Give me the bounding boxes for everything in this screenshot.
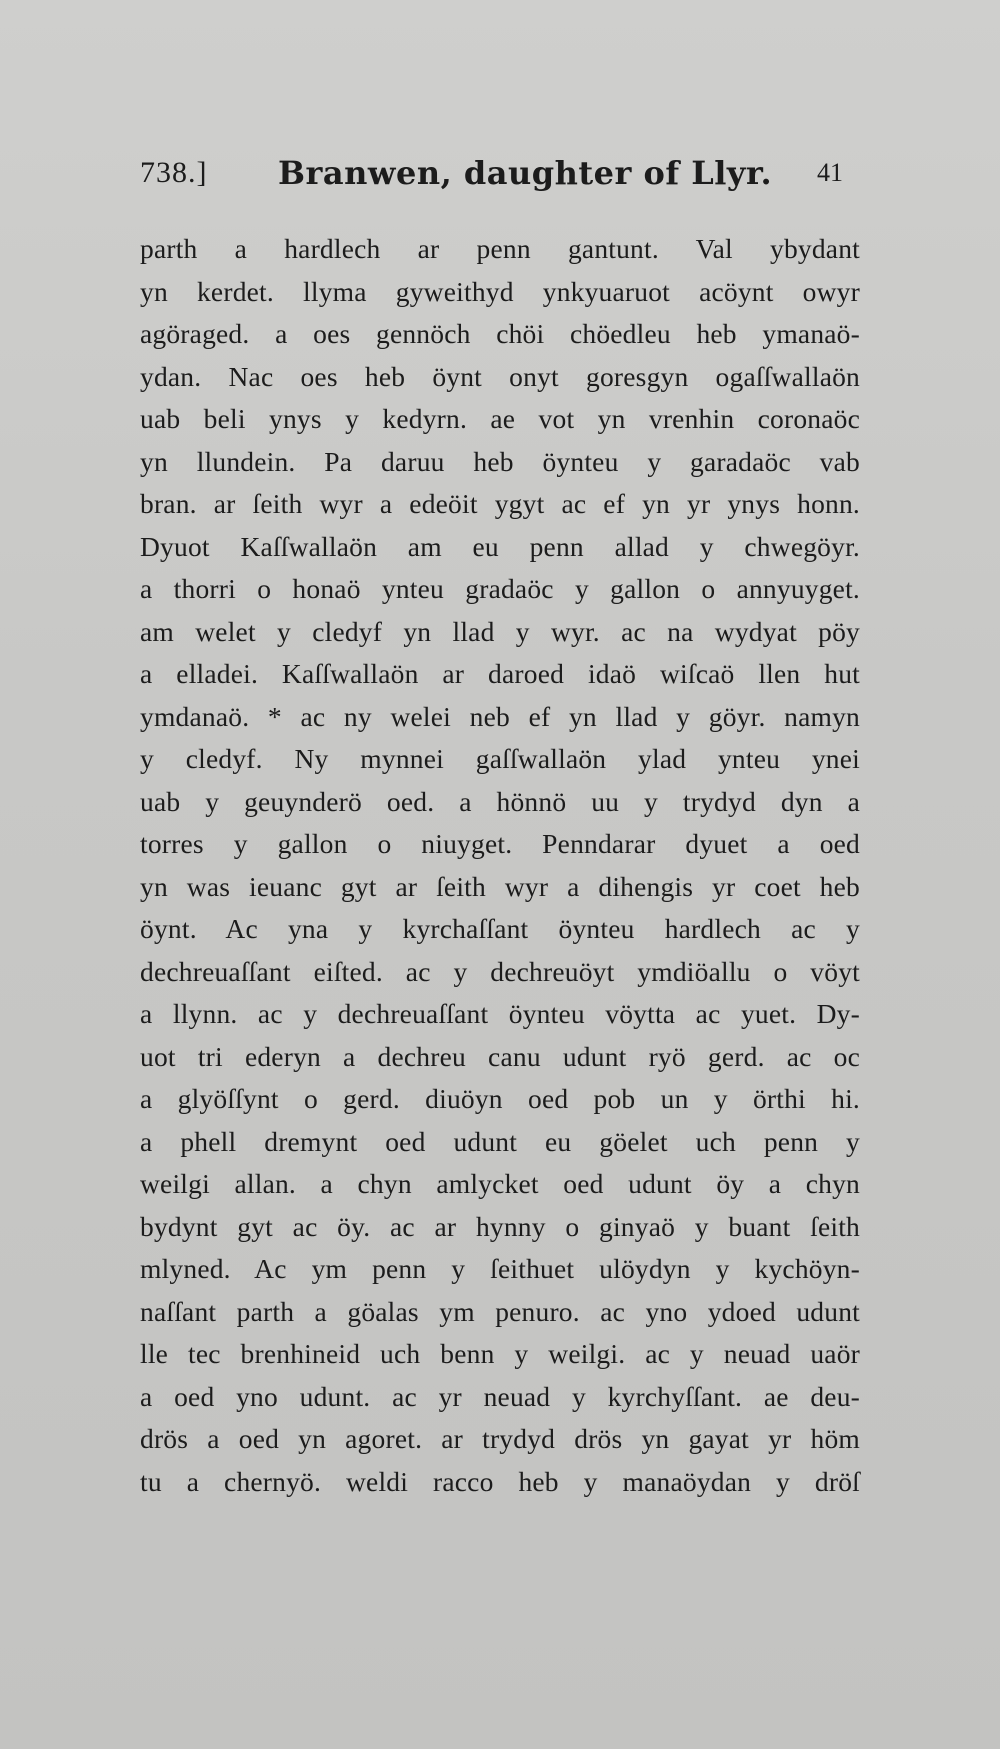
text-line: a glyöſſynt o gerd. diuöyn oed pob un y örthi hi. (140, 1083, 860, 1114)
text-line: am welet y cledyf yn llad y wyr. ac na wydyat pöy (140, 615, 860, 647)
text-line: a llynn. ac y dechreuaſſant öynteu vöytta ac yuet. Dy- (140, 998, 860, 1029)
text-line: drös a oed yn agoret. ar trydyd drös yn gayat yr höm (140, 1423, 860, 1454)
text-line: yn llundein. Pa daruu heb öynteu y garadaöc vab (140, 445, 860, 477)
text-line: y cledyf. Ny mynnei gaſſwallaön ylad ynteu ynei (140, 743, 860, 774)
text-line: a oed yno udunt. ac yr neuad y kyrchyſſant. ae deu- (140, 1380, 860, 1412)
text-line: uab y geuynderö oed. a hönnö uu y trydyd dyn a (140, 785, 860, 817)
page-number: 41 (817, 158, 843, 187)
text-line: Dyuot Kaſſwallaön am eu penn allad y chwegöyr. (140, 530, 860, 562)
text-line: parth a hardlech ar penn gantunt. Val ybydant (140, 233, 860, 264)
text-line: uab beli ynys y kedyrn. ae vot yn vrenhin coronaöc (140, 403, 860, 434)
text-line: torres y gallon o niuyget. Penndarar dyuet a oed (140, 828, 860, 859)
text-line: yn was ieuanc gyt ar ſeith wyr a dihengis yr coet heb (140, 870, 860, 902)
text-line: a phell dremynt oed udunt eu göelet uch penn y (140, 1125, 860, 1157)
text-line: a thorri o honaö ynteu gradaöc y gallon o annyuyget. (140, 573, 860, 604)
running-header (140, 156, 858, 202)
text-line: öynt. Ac yna y kyrchaſſant öynteu hardlech ac y (140, 913, 860, 944)
text-line: lle tec brenhineid uch benn y weilgi. ac y neuad uaör (140, 1338, 860, 1369)
text-line: dechreuaſſant eiſted. ac y dechreuöyt ymdiöallu o vöyt (140, 955, 860, 987)
text-line: a elladei. Kaſſwallaön ar daroed idaö wiſcaö llen hut (140, 658, 860, 689)
text-line: uot tri ederyn a dechreu canu udunt ryö gerd. ac oc (140, 1040, 860, 1072)
text-line: bydynt gyt ac öy. ac ar hynny o ginyaö y buant ſeith (140, 1210, 860, 1242)
text-line: naſſant parth a göalas ym penuro. ac yno ydoed udunt (140, 1295, 860, 1327)
text-line: bran. ar ſeith wyr a edeöit ygyt ac ef yn yr ynys honn. (140, 488, 860, 519)
body-text (140, 228, 860, 1503)
page-reference: 738.] (140, 156, 208, 189)
text-line: agöraged. a oes gennöch chöi chöedleu heb ymanaö- (140, 318, 860, 349)
text-line: yn kerdet. llyma gyweithyd ynkyuaruot acöynt owyr (140, 275, 860, 307)
text-line: mlyned. Ac ym penn y ſeithuet ulöydyn y kychöyn- (140, 1253, 860, 1284)
text-line: weilgi allan. a chyn amlycket oed udunt öy a chyn (140, 1168, 860, 1199)
text-line: ydan. Nac oes heb öynt onyt goresgyn ogaſſwallaön (140, 360, 860, 392)
text-line: ymdanaö. * ac ny welei neb ef yn llad y göyr. namyn (140, 700, 860, 732)
running-title: Branwen, daughter of Llyr. (278, 154, 773, 192)
text-line: tu a chernyö. weldi racco heb y manaöydan y dröſ (140, 1465, 860, 1497)
